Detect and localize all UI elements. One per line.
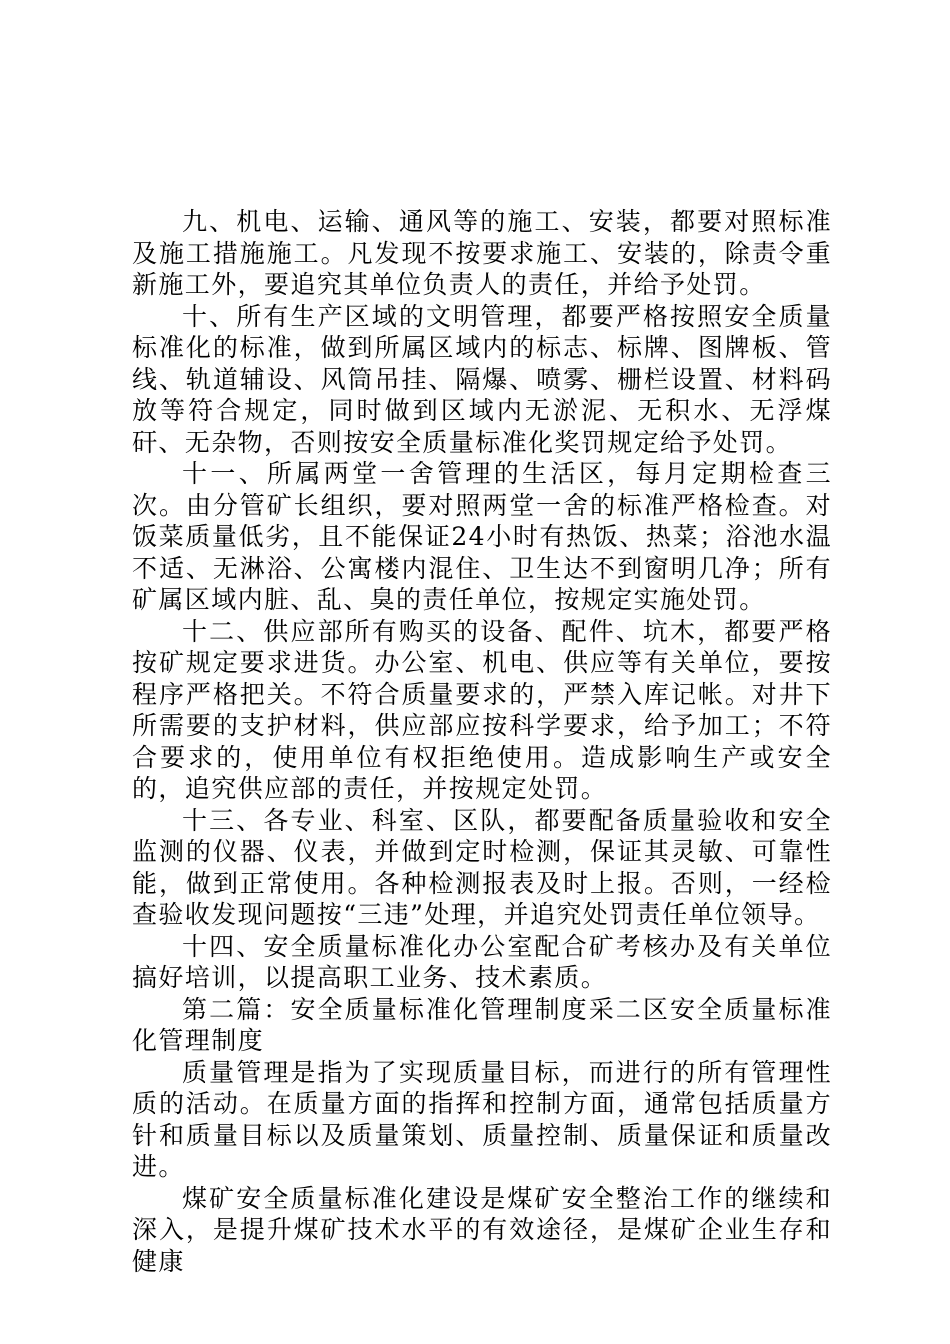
- paragraph-coal-mine-safety: 煤矿安全质量标准化建设是煤矿安全整治工作的继续和深入，是提升煤矿技术水平的有效途径，是煤矿企业生存和健康: [132, 1183, 832, 1276]
- paragraph-12: 十二、供应部所有购买的设备、配件、坑木，都要严格按矿规定要求进货。办公室、机电、供应等有关单位，要按程序严格把关。不符合质量要求的，严禁入库记帐。对井下所需要的支护材料，供应部应按科学要求，给予加工；不符合要求的，使用单位有权拒绝使用。造成影响生产或安全的，追究供应部的责任，并按规定处罚。: [132, 616, 832, 803]
- document-body: [132, 206, 832, 1277]
- paragraph-10: 十、所有生产区域的文明管理，都要严格按照安全质量标准化的标准，做到所属区域内的标志、标牌、图牌板、管线、轨道辅设、风筒吊挂、隔爆、喷雾、栅栏设置、材料码放等符合规定，同时做到区域内无淤泥、无积水、无浮煤矸、无杂物，否则按安全质量标准化奖罚规定给予处罚。: [132, 301, 832, 457]
- paragraph-9: 九、机电、运输、通风等的施工、安装，都要对照标准及施工措施施工。凡发现不按要求施工、安装的，除责令重新施工外，要追究其单位负责人的责任，并给予处罚。: [132, 207, 832, 299]
- section-heading-part-two: 第二篇：安全质量标准化管理制度采二区安全质量标准化管理制度: [132, 994, 832, 1055]
- paragraph-14: 十四、安全质量标准化办公室配合矿考核办及有关单位搞好培训，以提高职工业务、技术素质。: [132, 931, 832, 992]
- paragraph-quality-management: 质量管理是指为了实现质量目标，而进行的所有管理性质的活动。在质量方面的指挥和控制方面，通常包括质量方针和质量目标以及质量策划、质量控制、质量保证和质量改进。: [132, 1057, 832, 1181]
- paragraph-11: 十一、所属两堂一舍管理的生活区，每月定期检查三次。由分管矿长组织，要对照两堂一舍的标准严格检查。对饭菜质量低劣，且不能保证24小时有热饭、热菜；浴池水温不适、无淋浴、公寓楼内混住、卫生达不到窗明几净；所有矿属区域内脏、乱、臭的责任单位，按规定实施处罚。: [132, 459, 832, 614]
- paragraph-13: 十三、各专业、科室、区队，都要配备质量验收和安全监测的仪器、仪表，并做到定时检测，保证其灵敏、可靠性能，做到正常使用。各种检测报表及时上报。否则，一经检查验收发现问题按“三违”处理，并追究处罚责任单位领导。: [132, 805, 832, 929]
